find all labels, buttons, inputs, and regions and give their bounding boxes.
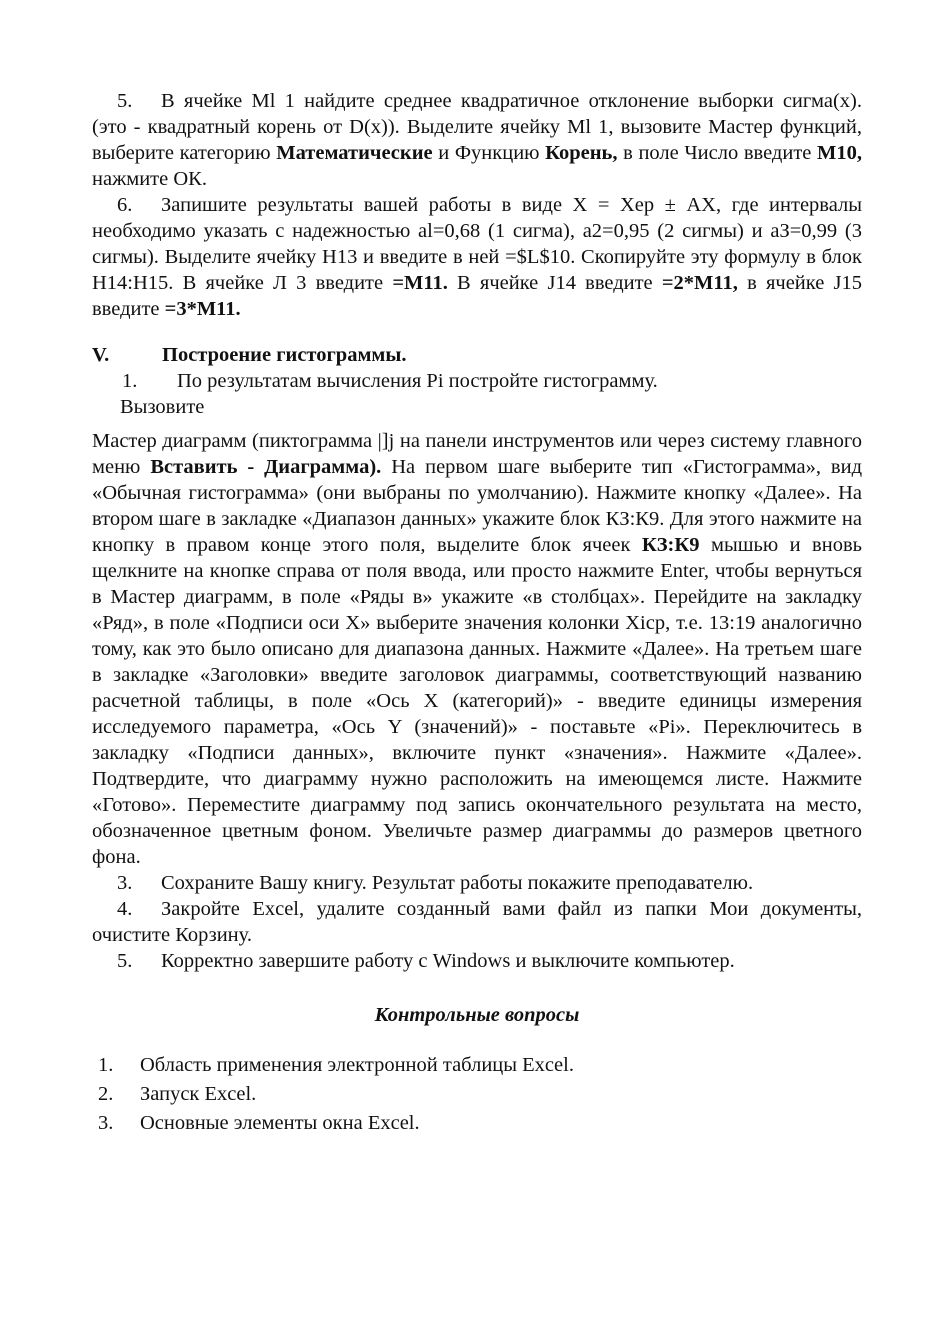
bold-term: =M11. [392, 272, 448, 294]
bold-term: КЗ:К9 [641, 534, 700, 556]
step-number: 5. [117, 90, 133, 112]
section-title: Построение гистограммы. [162, 344, 407, 366]
questions-list [92, 1052, 862, 1136]
bold-term: =2*M11, [661, 272, 738, 294]
step-5-paragraph [92, 88, 862, 192]
document-page [92, 88, 862, 1139]
question-number: 1. [98, 1054, 114, 1076]
list-item [98, 1052, 862, 1078]
paragraph-text: В ячейке J14 введите [447, 272, 662, 294]
chart-wizard-paragraph [92, 428, 862, 870]
bold-term: M10, [817, 142, 862, 164]
step-4-paragraph [92, 896, 862, 948]
paragraph-text: Мастер диаграмм (пиктограмма |]j на панели инструментов или через систему главного меню [92, 430, 862, 478]
paragraph-text: и Функцию [432, 142, 546, 164]
paragraph-text: в ячейке J15 введите [92, 272, 862, 320]
question-number: 2. [98, 1083, 114, 1105]
list-item [98, 1081, 862, 1107]
bold-term: Вставить - Диаграмма). [150, 456, 382, 478]
list-item [98, 1110, 862, 1136]
step-number: 4. [117, 898, 133, 920]
paragraph-text: мышью и вновь щелкните на кнопке справа от поля ввода, или просто нажмите Enter, чтобы вернуться в Мастер диаграмм, в поле «Ряды в» укажите «в столбцах». Перейдите на закладку «Ряд», в поле «Подписи оси X» выберите значения колонки Xicp, т.е. 13:19 аналогично тому, как это было описано для диапазона данных. Нажмите «Далее». На третьем шаге в закладке «Заголовки» введите заголовок диаграммы, соответствующий названию расчетной таблицы, в поле «Ось X (категорий)» - введите единицы измерения исследуемого параметра, «Ось Y (значений)» - поставьте «Pi». Переключитесь в закладку «Подписи данных», включите пункт «значения». Нажмите «Далее». Подтвердите, что диаграмму нужно расположить на имеющемся листе. Нажмите «Готово». Переместите диаграмму под запись окончательного результата на место, обозначенное цветным фоном. Увеличьте размер диаграммы до размеров цветного фона. [92, 534, 862, 868]
step-5-final-paragraph [92, 948, 862, 974]
step-3-paragraph [92, 870, 862, 896]
step-lead-text: Вызовите [120, 396, 205, 418]
question-text: Основные элементы окна Excel. [140, 1112, 420, 1134]
section-heading [92, 342, 862, 368]
bold-term: Математические [276, 142, 433, 164]
step-number: 6. [117, 194, 133, 216]
question-number: 3. [98, 1112, 114, 1134]
section-step-1 [92, 368, 862, 394]
step-number: 5. [117, 950, 133, 972]
paragraph-text: нажмите ОК. [92, 168, 207, 190]
control-questions-heading: Контрольные вопросы [374, 1004, 580, 1026]
step-text: По результатам вычисления Pi постройте гистограмму. [177, 370, 658, 392]
paragraph-text: Запишите результаты вашей работы в виде X = Хер ± АХ, где интервалы необходимо указать с надежностью al=0,68 (1 сигма), а2=0,95 (2 сигмы) и аЗ=0,99 (3 сигмы). Выделите ячейку Н13 и введите в ней =$L$10. Скопируйте эту формулу в блок Н14:Н15. В ячейке Л 3 введите [92, 194, 862, 294]
step-6-paragraph [92, 192, 862, 322]
paragraph-text: Корректно завершите работу с Windows и выключите компьютер. [161, 950, 735, 972]
paragraph-text: Закройте Excel, удалите созданный вами файл из папки Мои документы, очистите Корзину. [92, 898, 862, 946]
paragraph-text: в поле Число введите [617, 142, 818, 164]
step-number: 1. [122, 370, 138, 392]
question-text: Запуск Excel. [140, 1083, 257, 1105]
question-text: Область применения электронной таблицы Excel. [140, 1054, 574, 1076]
section-number: V. [92, 344, 110, 366]
step-number: 3. [117, 872, 133, 894]
paragraph-text: На первом шаге выберите тип «Гистограмма», вид «Обычная гистограмма» (они выбраны по умолчанию). Нажмите кнопку «Далее». На втором шаге в закладке «Диапазон данных» укажите блок КЗ:К9. Для этого нажмите на кнопку в правом конце этого поля, выделите блок ячеек [92, 456, 862, 556]
bold-term: Корень, [545, 142, 618, 164]
paragraph-text: В ячейке Ml 1 найдите среднее квадратичное отклонение выборки сигма(х). (это - квадратный корень от D(x)). Выделите ячейку Ml 1, вызовите Мастер функций, выберите категорию [92, 90, 862, 164]
bold-term: =3*M11. [164, 298, 241, 320]
paragraph-text: Сохраните Вашу книгу. Результат работы покажите преподавателю. [161, 872, 754, 894]
